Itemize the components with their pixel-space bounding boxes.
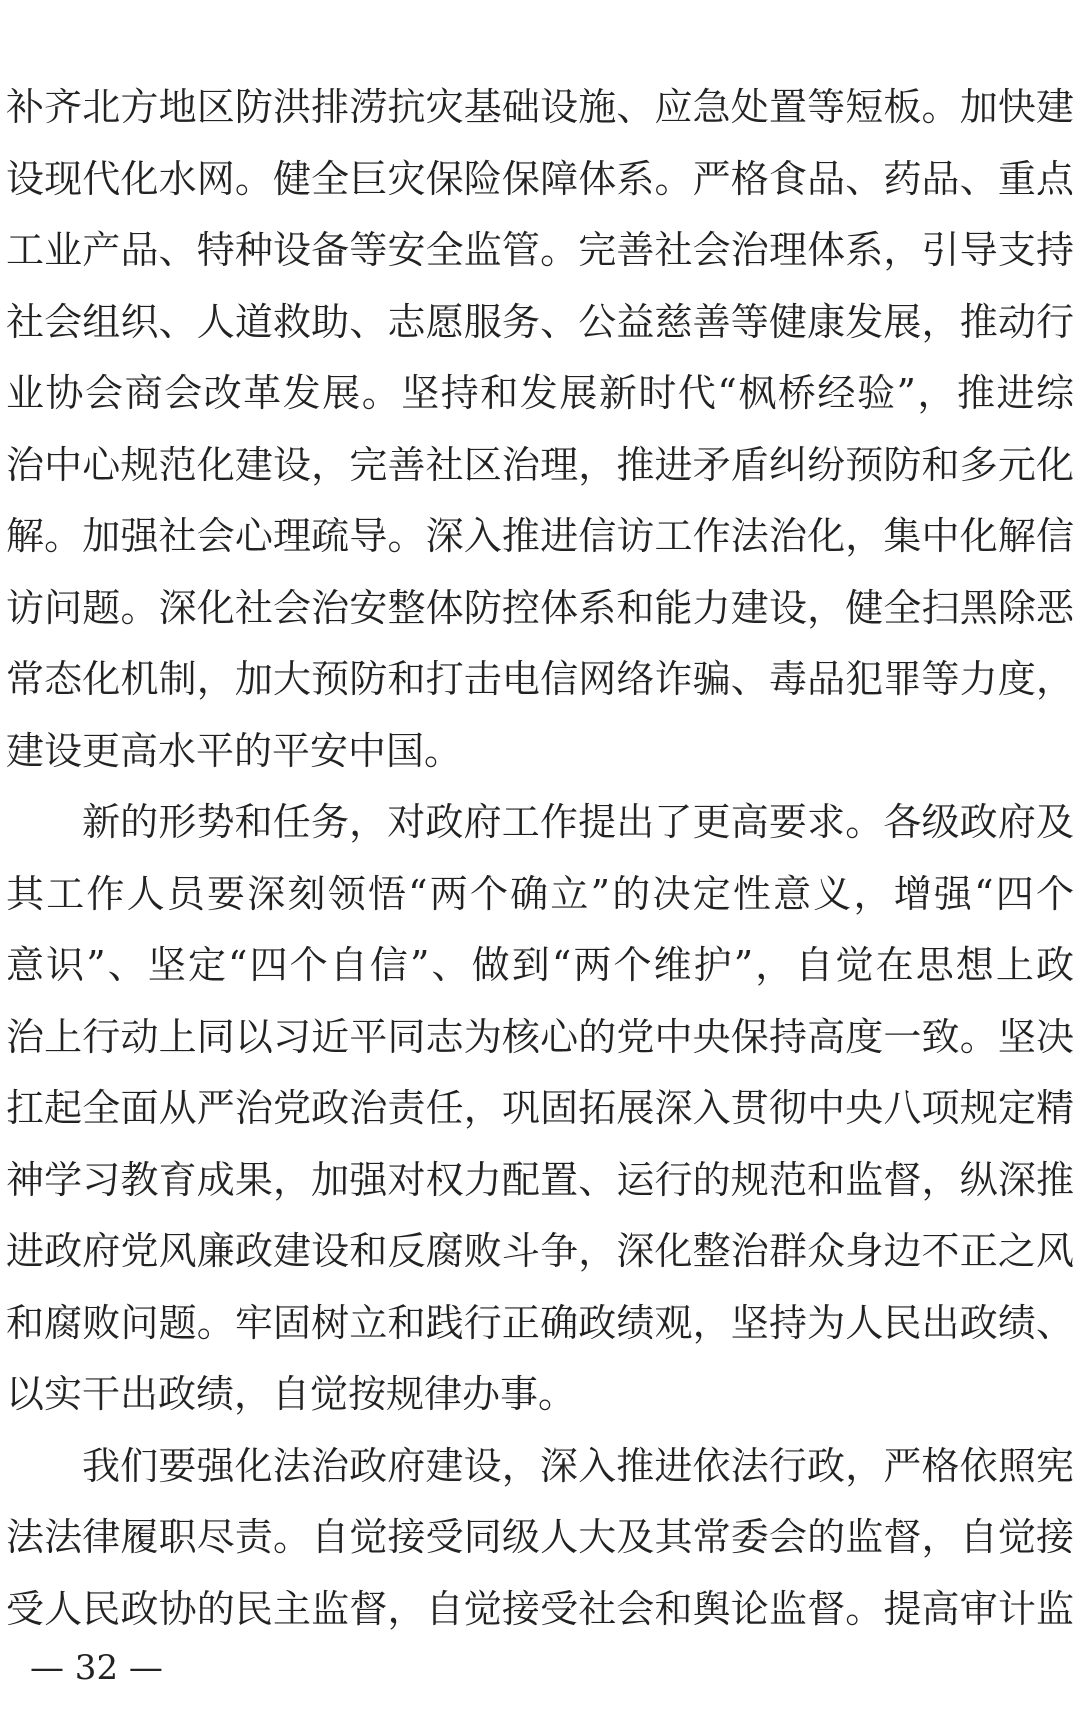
body-text	[6, 72, 1074, 1645]
text-line: 扛起全面从严治党政治责任，巩固拓展深入贯彻中央八项规定精	[6, 1086, 1074, 1130]
text-line: 社会组织、人道救助、志愿服务、公益慈善等健康发展，推动行	[6, 299, 1074, 344]
text-line: 补齐北方地区防洪排涝抗灾基础设施、应急处置等短板。加快建	[6, 85, 1074, 129]
page-number: — 32 —	[30, 1648, 163, 1688]
text-line: 治中心规范化建设，完善社区治理，推进矛盾纠纷预防和多元化	[6, 442, 1074, 487]
text-line: 设现代化水网。健全巨灾保险保障体系。严格食品、药品、重点	[6, 156, 1074, 201]
text-line: 以实干出政绩，自觉按规律办事。	[6, 1372, 577, 1416]
text-line: 建设更高水平的平安中国。	[6, 728, 463, 773]
text-line: 法法律履职尽责。自觉接受同级人大及其常委会的监督，自觉接	[6, 1515, 1074, 1559]
text-line: 治上行动上同以习近平同志为核心的党中央保持高度一致。坚决	[6, 1014, 1074, 1059]
text-line: 和腐败问题。牢固树立和践行正确政绩观，坚持为人民出政绩、	[6, 1300, 1074, 1345]
text-line: 常态化机制，加大预防和打击电信网络诈骗、毒品犯罪等力度，	[6, 657, 1074, 701]
text-line: 解。加强社会心理疏导。深入推进信访工作法治化，集中化解信	[6, 514, 1074, 558]
text-line: 业协会商会改革发展。坚持和发展新时代“枫桥经验”，推进综	[6, 371, 1074, 415]
text-line: 神学习教育成果，加强对权力配置、运行的规范和监督，纵深推	[6, 1157, 1074, 1202]
text-line: 其工作人员要深刻领悟“两个确立”的决定性意义，增强“四个	[6, 871, 1074, 916]
text-line: 意识”、坚定“四个自信”、做到“两个维护”，自觉在思想上政	[6, 943, 1074, 987]
text-line: 访问题。深化社会治安整体防控体系和能力建设，健全扫黑除恶	[6, 585, 1074, 630]
text-line: 新的形势和任务，对政府工作提出了更高要求。各级政府及	[82, 800, 1074, 844]
text-line: 受人民政协的民主监督，自觉接受社会和舆论监督。提高审计监	[6, 1586, 1074, 1631]
text-line: 工业产品、特种设备等安全监管。完善社会治理体系，引导支持	[6, 228, 1074, 272]
text-line: 进政府党风廉政建设和反腐败斗争，深化整治群众身边不正之风	[6, 1229, 1074, 1273]
text-line: 我们要强化法治政府建设，深入推进依法行政，严格依照宪	[82, 1443, 1074, 1488]
